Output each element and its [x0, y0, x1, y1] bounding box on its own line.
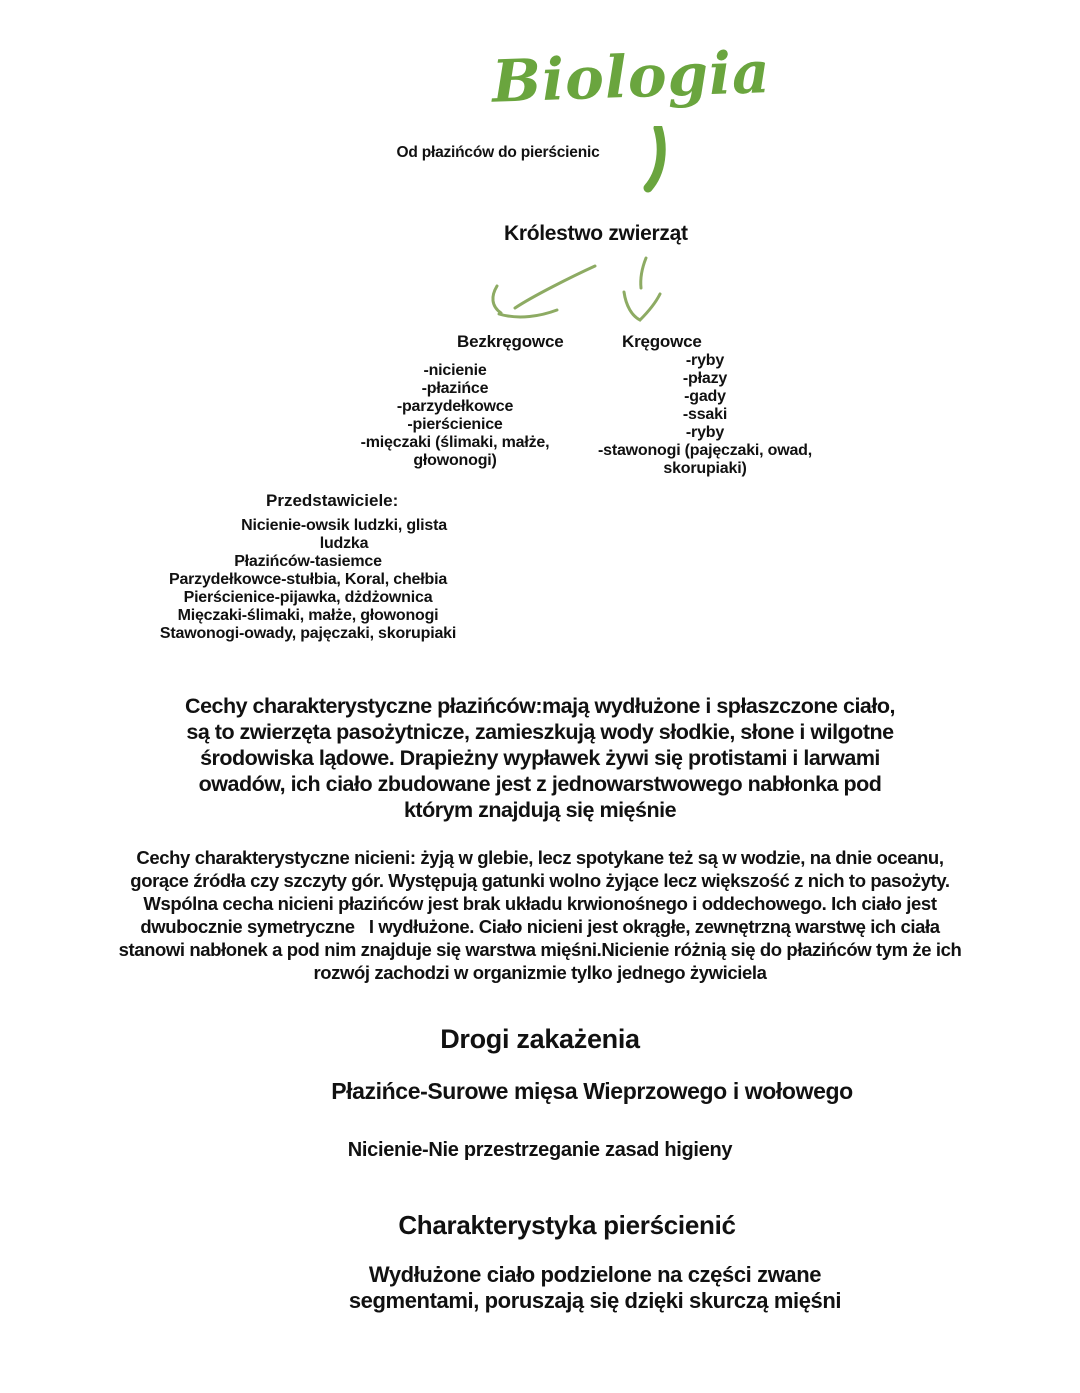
text-line: Nicienie-owsik ludzki, glista — [241, 517, 447, 534]
text-line: dwubocznie symetryczne I wydłużone. Ciało nicieni jest okrągłe, zewnętrzną warstwę ich ciała — [140, 916, 940, 937]
text-line: Wydłużone ciało podzielone na części zwane — [368, 1262, 822, 1287]
infection-routes-heading: Drogi zakażenia — [440, 1024, 640, 1054]
vertebrates-list — [580, 352, 830, 478]
text-line: -ryby — [685, 352, 725, 369]
text-line: -ryby — [685, 424, 725, 441]
infection-nematodes-line: Nicienie-Nie przestrzeganie zasad higieny — [347, 1139, 733, 1161]
text-line: -stawonogi (pajęczaki, owad, — [598, 442, 812, 459]
text-line: ludzka — [319, 535, 369, 552]
text-line: owadów, ich ciało zbudowane jest z jednowarstwowego nabłonka pod — [198, 772, 882, 796]
text-line: środowiska lądowe. Drapieżny wypławek żywi się protistami i larwami — [200, 746, 880, 770]
text-line: Cechy charakterystyczne płazińców:mają wydłużone i spłaszczone ciało, — [185, 694, 895, 718]
text-line: segmentami, poruszają się dzięki skurczą mięśni — [348, 1288, 842, 1313]
text-line: -pierścienice — [407, 416, 503, 433]
vertebrates-heading: Kręgowce — [622, 332, 702, 351]
text-line: -gady — [684, 388, 726, 405]
representatives-list — [128, 517, 488, 643]
representatives-heading: Przedstawiciele: — [266, 491, 399, 510]
text-line: są to zwierzęta pasożytnicze, zamieszkują wody słodkie, słone i wilgotne — [186, 720, 894, 744]
infection-flatworms-line: Płazińce-Surowe mięsa Wieprzowego i wołowego — [331, 1078, 853, 1104]
text-line: stanowi nabłonek a pod nim znajduje się warstwa mięśni.Nicienie różnią się do płazińców tym że ich — [118, 939, 962, 960]
text-line: Mięczaki-ślimaki, małże, głowonogi — [177, 607, 439, 624]
flatworms-characteristics-paragraph — [30, 693, 1050, 823]
text-line: -płazińce — [421, 380, 489, 397]
text-line: Pierścienice-pijawka, dżdżownica — [183, 589, 433, 606]
logo-subtitle: Od płazińców do pierścienic — [396, 144, 600, 161]
text-line: Parzydełkowce-stułbia, Koral, chełbia — [168, 571, 448, 588]
text-line: którym znajdują się mięśnie — [403, 798, 677, 822]
annelids-heading: Charakterystyka pierścienić — [398, 1210, 736, 1240]
logo-g-descender-stroke — [642, 126, 672, 194]
invertebrates-list — [335, 362, 575, 470]
text-line: gorące źródła czy szczyty gór. Występują gatunki wolno żyjące lecz większość z nich to pasożyty. — [130, 870, 950, 891]
text-line: Płazińców-tasiemce — [234, 553, 382, 570]
text-line: -nicienie — [423, 362, 487, 379]
text-line: głowonogi) — [413, 452, 497, 469]
tree-title: Królestwo zwierząt — [504, 222, 688, 245]
logo: Biologia — [490, 38, 772, 116]
text-line: Stawonogi-owady, pajęczaki, skorupiaki — [159, 625, 457, 642]
annelids-paragraph — [55, 1262, 1080, 1314]
down-arrow-icon — [614, 250, 674, 330]
text-line: Cechy charakterystyczne nicieni: żyją w glebie, lecz spotykane też są w wodzie, na dnie oceanu, — [136, 847, 944, 868]
text-line: skorupiaki) — [663, 460, 747, 477]
text-line: rozwój zachodzi w organizmie tylko jednego żywiciela — [313, 962, 767, 983]
text-line: -parzydełkowce — [396, 398, 514, 415]
nematodes-characteristics-paragraph — [10, 846, 1070, 984]
text-line: -płazy — [682, 370, 728, 387]
invertebrates-heading: Bezkręgowce — [457, 332, 564, 351]
text-line: -mięczaki (ślimaki, małże, — [360, 434, 550, 451]
text-line: -ssaki — [682, 406, 728, 423]
down-left-arrow-icon — [483, 254, 603, 326]
text-line: Wspólna cecha nicieni płazińców jest brak układu krwionośnego i oddechowego. Ich ciało jest — [143, 893, 937, 914]
